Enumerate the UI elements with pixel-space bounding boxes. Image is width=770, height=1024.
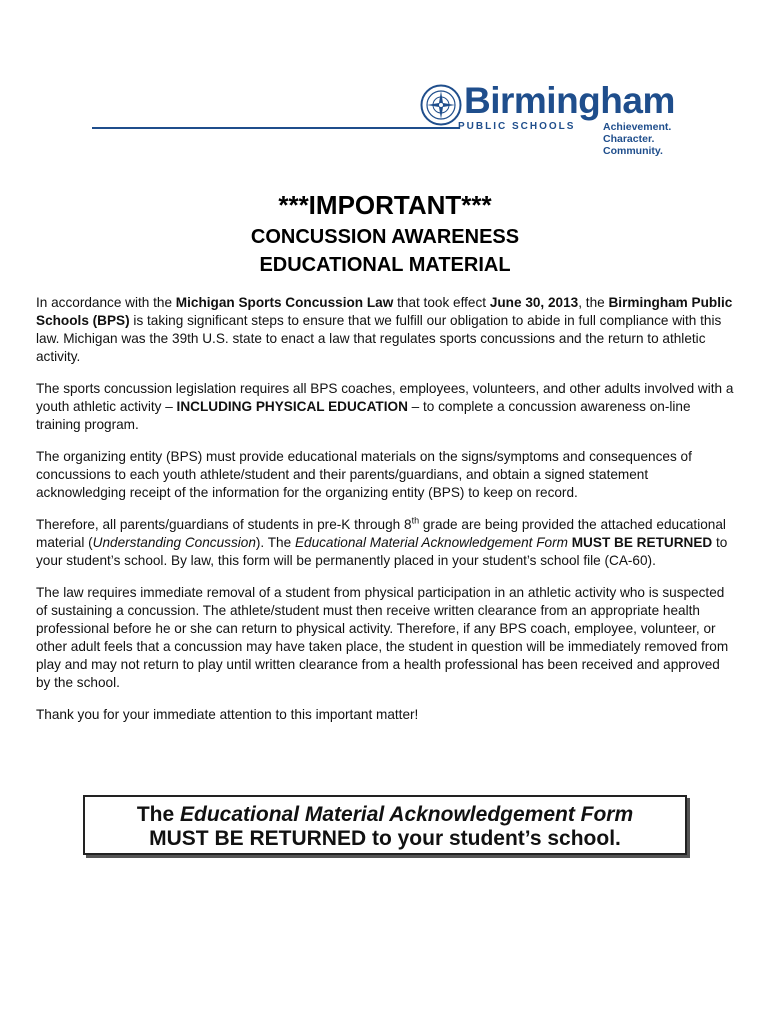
paragraph-law-intro: In accordance with the Michigan Sports Concussion Law that took effect June 30, 2013, the Birmingham Public Schools (BPS) is taking significant steps to ensure that we fulfill our obligation to abide in full compliance with this law. Michigan was the 39th U.S. state to enact a law that regulates sports concussions and the return to athletic activity. [36, 295, 733, 364]
school-logo [420, 80, 690, 160]
paragraph-educational-materials: The organizing entity (BPS) must provide educational materials on the signs/symptoms and consequences of concussions to each youth athlete/student and their parents/guardians, and obtain a signed statement acknowledging receipt of the information for the organizing entity (BPS) to keep on record. [36, 449, 692, 500]
important-heading: ***IMPORTANT*** [278, 190, 492, 220]
seal-icon [420, 84, 462, 126]
paragraph-training-requirement: The sports concussion legislation requires all BPS coaches, employees, volunteers, and other adults involved with a youth athletic activity – INCLUDING PHYSICAL EDUCATION – to complete a concussion awareness on-line training program. [36, 381, 734, 432]
tagline-community: Community. [603, 145, 663, 157]
notice-line-2: MUST BE RETURNED to your student’s school. [149, 827, 621, 850]
return-form-notice [83, 795, 687, 855]
tagline-character: Character. [603, 133, 655, 145]
title-educational-material: EDUCATIONAL MATERIAL [259, 254, 511, 276]
paragraph-acknowledgement: Therefore, all parents/guardians of students in pre-K through 8th grade are being provided the attached educational material (Understanding Concussion). The Educational Material Acknowledgement Form MUST BE RETURNED to your student’s school. By law, this form will be permanently placed in your student’s school file (CA-60). [36, 515, 728, 568]
tagline-achievement: Achievement. [603, 121, 672, 133]
logo-tagline [603, 121, 671, 157]
letter-body [36, 294, 736, 738]
title-concussion-awareness: CONCUSSION AWARENESS [250, 226, 520, 248]
paragraph-removal-policy: The law requires immediate removal of a student from physical participation in an athletic activity who is suspected of sustaining a concussion. The athlete/student must then receive written clearance from an appropriate health professional before he or she can return to physical activity. Therefore, if any BPS coach, employee, volunteer, or other adult feels that a concussion may have taken place, the student in question will be immediately removed from play and may not return to play until written clearance from a health professional has been received and approved by the school. [36, 585, 729, 690]
header-rule [92, 127, 460, 129]
notice-line-1: The Educational Material Acknowledgement Form [136, 803, 634, 826]
paragraph-thank-you: Thank you for your immediate attention to this important matter! [36, 707, 419, 722]
logo-subtitle: PUBLIC SCHOOLS [458, 121, 576, 132]
logo-name: Birmingham [464, 80, 675, 121]
